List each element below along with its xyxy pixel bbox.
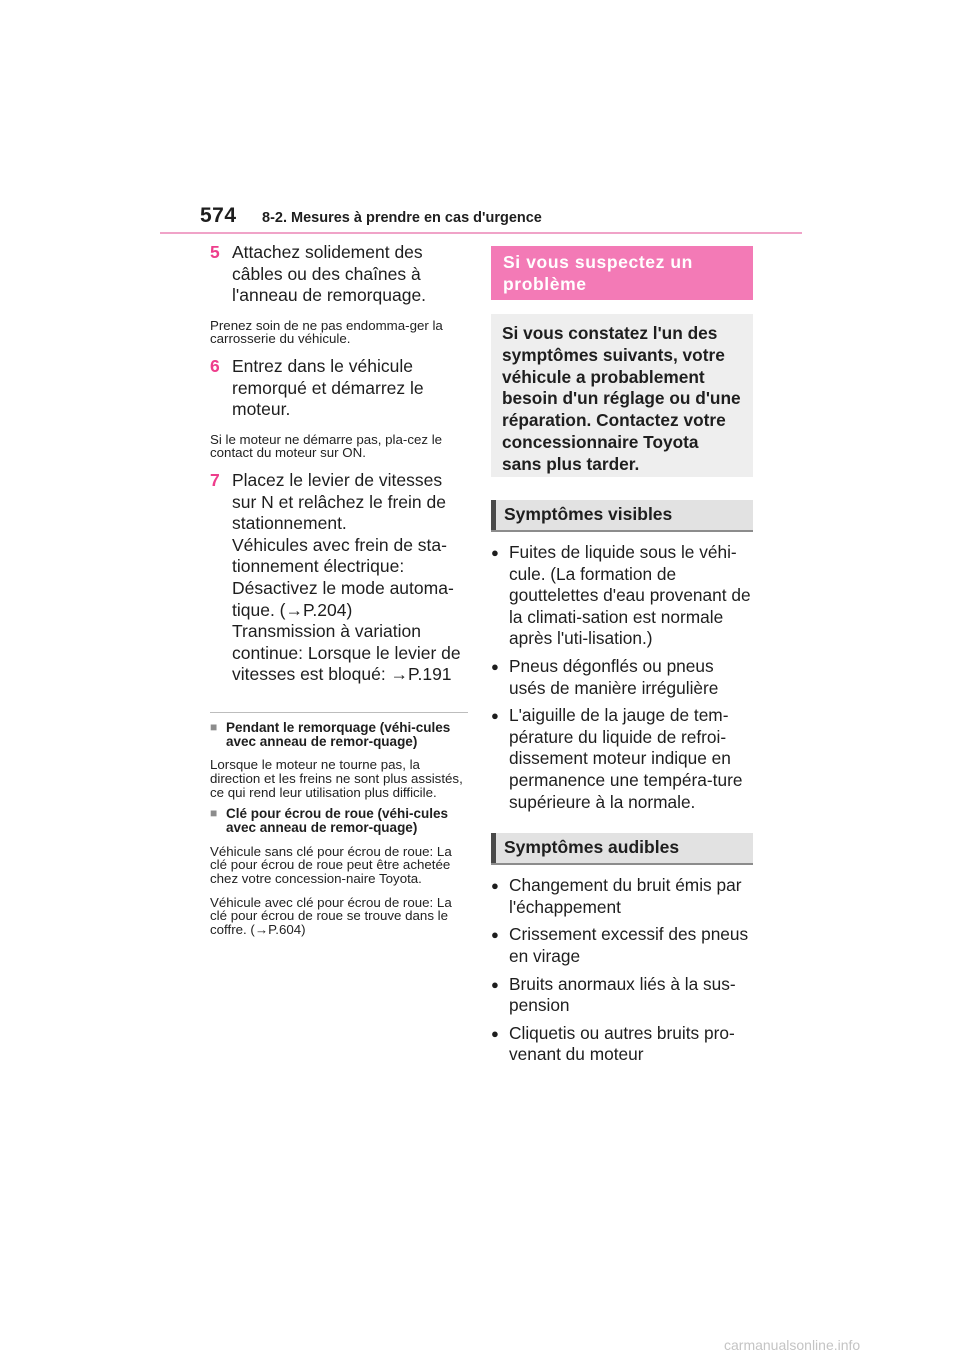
note-paragraph: Véhicule sans clé pour écrou de roue: La clé pour écrou de roue peut être achetée chez votre concession-naire Toyota.: [210, 843, 452, 887]
header-rule: [160, 232, 802, 234]
step-6: [210, 356, 470, 421]
bullet-dot-icon: ●: [491, 927, 499, 943]
section-banner: Si vous suspectez un problème: [491, 246, 753, 300]
step-text-cvt: Transmission à variation continue: Lorsque le levier de vitesses est bloqué: →P.191: [232, 621, 461, 685]
note-paragraph: Véhicule avec clé pour écrou de roue: La clé pour écrou de roue se trouve dans le coffre. (→P.604): [210, 894, 452, 937]
list-item: ● L'aiguille de la jauge de tem-pérature du liquide de refroi-dissement moteur indique en permanence une tempéra-ture supérieure à la normale.: [491, 705, 743, 812]
step-text: Attachez solidement des câbles ou des chaînes à l'anneau de remorquage.: [232, 242, 427, 306]
notes-divider: [210, 712, 468, 713]
list-item: ● Crissement excessif des pneus en virage: [491, 924, 749, 966]
bullet-dot-icon: ●: [491, 976, 499, 992]
bullet-dot-icon: ●: [491, 658, 499, 674]
step-text: Entrez dans le véhicule remorqué et démarrez le moteur.: [232, 355, 424, 420]
step-number: 6: [210, 355, 220, 376]
square-bullet-icon: ■: [210, 719, 218, 734]
visible-symptoms-list: [491, 542, 753, 813]
list-item: ● Bruits anormaux liés à la sus-pension: [491, 973, 736, 1016]
list-item: ● Pneus dégonflés ou pneus usés de manière irrégulière: [491, 655, 719, 698]
note-title: Clé pour écrou de roue (véhi-cules avec anneau de remor-quage): [226, 806, 449, 836]
bullet-dot-icon: ●: [491, 545, 499, 560]
site-watermark: carmanualsonline.info: [724, 1337, 861, 1353]
visible-symptoms-heading: Symptômes visibles: [491, 500, 753, 532]
page-number: 574: [200, 204, 237, 227]
step-number: 7: [210, 469, 220, 490]
step-5: [210, 242, 470, 307]
step-number: 5: [210, 242, 220, 262]
step-text: Placez le levier de vitesses sur N et relâchez le frein de stationnement.: [232, 469, 446, 534]
list-item: ● Cliquetis ou autres bruits pro-venant du moteur: [491, 1022, 735, 1065]
section-title: 8-2. Mesures à prendre en cas d'urgence: [262, 210, 542, 226]
audible-symptoms-list: [491, 875, 753, 1066]
intro-box: Si vous constatez l'un des symptômes suivants, votre véhicule a probablement besoin d'un réglage ou d'une réparation. Contactez votre concessionnaire Toyota sans plus tarder.: [491, 314, 753, 477]
step-text-electric-brake: Véhicules avec frein de sta-tionnement électrique: Désactivez le mode automa-tique. (→P.204): [232, 534, 454, 620]
bullet-dot-icon: ●: [491, 1025, 499, 1041]
step-note: Si le moteur ne démarre pas, pla-cez le contact du moteur sur ON.: [210, 431, 443, 461]
right-column: [491, 246, 753, 1072]
bullet-dot-icon: ●: [491, 878, 499, 894]
step-7: [210, 470, 470, 686]
left-column: [210, 242, 470, 944]
bullet-dot-icon: ●: [491, 708, 499, 724]
note-title: Pendant le remorquage (véhi-cules avec anneau de remor-quage): [226, 719, 451, 749]
audible-symptoms-heading: Symptômes audibles: [491, 833, 753, 865]
square-bullet-icon: ■: [210, 806, 218, 821]
list-item: ● Fuites de liquide sous le véhi-cule. (La formation de gouttelettes d'eau provenant de la climati-sation est normale après l'uti-lisation.): [491, 542, 751, 649]
list-item: ● Changement du bruit émis par l'échappement: [491, 875, 742, 917]
note-heading-towing: [210, 721, 470, 749]
step-note: Prenez soin de ne pas endomma-ger la carrosserie du véhicule.: [210, 317, 443, 347]
note-paragraph: Lorsque le moteur ne tourne pas, la direction et les freins ne sont plus assistés, ce qui rend leur utilisation plus difficile.: [210, 757, 463, 800]
note-heading-wheel-key: [210, 807, 470, 835]
